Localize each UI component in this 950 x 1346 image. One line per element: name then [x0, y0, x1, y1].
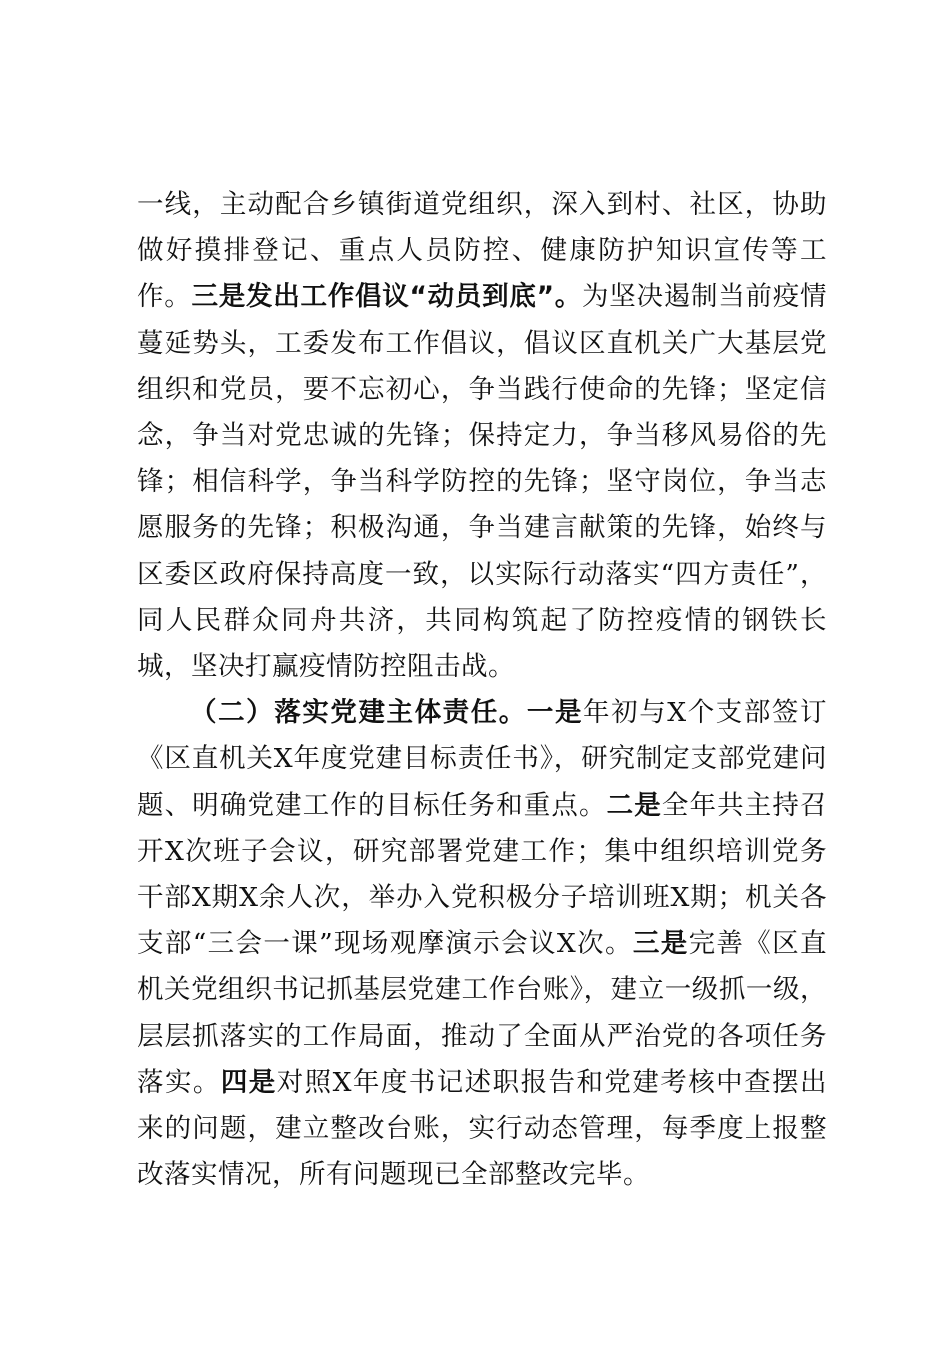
text-segment: 一线，主动配合乡镇街道党组织，深入到村、社区，协助做好摸排登记、重点人员防控、健康防护知识宣传等工作。	[137, 189, 827, 313]
text-segment: 对照X年度书记述职报告和党建考核中查摆出来的问题，建立整改台账，实行动态管理，每季度上报整改落实情况，所有问题现已全部整改完毕。	[137, 1066, 827, 1191]
document-body	[137, 182, 827, 1198]
bold-heading-segment: 三是	[632, 928, 689, 960]
section-heading: （二）落实党建主体责任。	[190, 697, 527, 729]
paragraph-party-building-responsibility	[137, 690, 827, 1198]
text-segment: 完善《区直机关党组织书记抓基层党建工作台账》，建立一级抓一级，层层抓落实的工作局面，推动了全面从严治党的各项任务落实。	[137, 928, 828, 1098]
text-segment: 全年共主持召开X次班子会议，研究部署党建工作；集中组织培训党务干部X期X余人次，举办入党积极分子培训班X期；机关各支部“三会一课”现场观摩演示会议X次。	[137, 789, 827, 960]
text-segment: 为坚决遏制当前疫情蔓延势头，工委发布工作倡议，倡议区直机关广大基层党组织和党员，要不忘初心，争当践行使命的先锋；坚定信念，争当对党忠诚的先锋；保持定力，争当移风易俗的先锋；相信科学，争当科学防控的先锋；坚守岗位，争当志愿服务的先锋；积极沟通，争当建言献策的先锋，始终与区委区政府保持高度一致，以实际行动落实“四方责任”，同人民群众同舟共济，共同构筑起了防控疫情的钢铁长城，坚决打赢疫情防控阻击战。	[137, 281, 828, 683]
bold-heading-segment: 四是	[220, 1066, 277, 1098]
paragraph-epidemic-mobilization	[137, 182, 827, 690]
bold-heading-segment: 二是	[606, 789, 662, 821]
text-segment: 年初与X个支部签订《区直机关X年度党建目标责任书》，研究制定支部党建问题、明确党建工作的目标任务和重点。	[137, 697, 828, 821]
bold-heading-segment: 一是	[526, 697, 584, 729]
bold-heading-segment: 三是发出工作倡议“动员到底”。	[191, 281, 583, 313]
